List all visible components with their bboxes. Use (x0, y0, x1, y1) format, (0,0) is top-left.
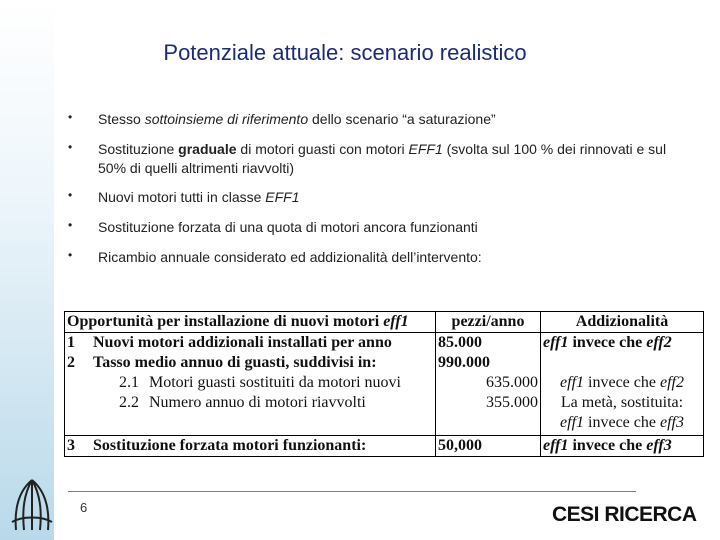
opportunity-table (64, 311, 704, 457)
slide-title: Potenziale attuale: scenario realistico (163, 40, 527, 65)
table-row: 2 Tasso medio annuo di guasti, suddivisi in: 990.000 (65, 353, 704, 373)
bullet-dot: • (68, 218, 73, 232)
table-header-additionality: Addizionalità (541, 312, 704, 333)
table-row: 3 Sostituzione forzata motori funzionanti: 50,000 eff1 invece che eff3 (65, 436, 704, 457)
table-header-opportunity: Opportunità per installazione di nuovi motori eff1 (65, 312, 436, 333)
bullet-dot: • (68, 110, 73, 124)
bullet-dot: • (68, 140, 73, 154)
page-number: 6 (80, 500, 88, 515)
table-row: 2.1 Motori guasti sostituiti da motori nuovi 635.000 eff1 invece che eff2 (65, 373, 704, 393)
bullet-dot: • (68, 248, 73, 262)
bullet-dot: • (68, 188, 73, 202)
table-row: 2.2 Numero annuo di motori riavvolti 355.000 La metà, sostituita: eff1 invece che eff3 (65, 393, 704, 436)
footer-divider (68, 491, 636, 492)
brand-logo-text: CESI RICERCA (552, 503, 697, 526)
confindustria-logo-icon (6, 476, 58, 534)
table-row: 1 Nuovi motori addizionali installati per anno 85.000 eff1 invece che eff2 (65, 333, 704, 354)
sidebar-gradient (0, 0, 54, 540)
table-header-pieces: pezzi/anno (436, 312, 541, 333)
table-header-row (65, 312, 704, 333)
